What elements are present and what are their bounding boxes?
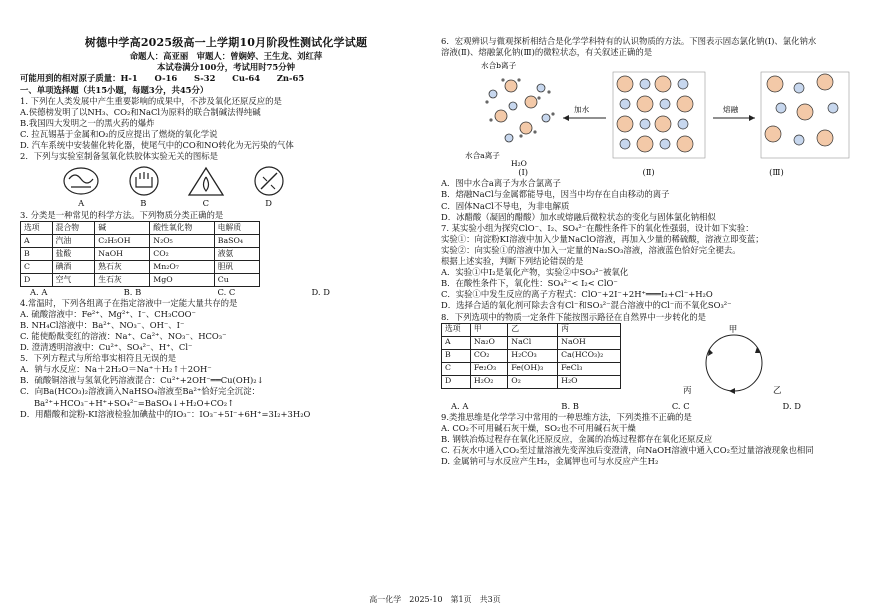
table-cell: C — [21, 260, 53, 273]
label-hydrated-a: 水合a离子 — [465, 151, 500, 161]
cycle-arrow-2 — [729, 388, 735, 394]
q8-option-a: A. A — [451, 400, 469, 411]
table-header: 电解质 — [214, 221, 259, 234]
table-cell: N₂O₅ — [150, 234, 214, 247]
table-cell: NaOH — [95, 247, 150, 260]
table-cell: 熟石灰 — [95, 260, 150, 273]
wash-hands-icon — [124, 165, 164, 197]
table-header: 乙 — [508, 323, 558, 336]
q9-option-c: C. 石灰水中通入CO₂至过量溶液先变浑浊后变澄清，向NaOH溶液中通入CO₂至过量溶液现象也相同 — [441, 444, 814, 455]
table-cell: C₂H₅OH — [95, 234, 150, 247]
table-row — [442, 349, 621, 362]
table-header-row — [442, 323, 621, 336]
hot-surface-icon — [61, 165, 101, 197]
authors-line: 命题人：高亚丽 审题人：曾娴婷、王生龙、刘红萍 — [129, 50, 323, 61]
q1-option-b: B.我国四大发明之一的黑火药的爆炸 — [20, 118, 155, 129]
page-footer: 高一化学 2025-10 第1页 共3页 — [369, 595, 501, 604]
table-cell: Cu — [214, 273, 259, 286]
atomic-masses: 可能用到的相对原子质量：H-1 O-16 S-32 Cu-64 Zn-65 — [20, 72, 305, 83]
q7-intro: 根据上述实验，判断下列结论错误的是 — [441, 256, 584, 267]
table-cell: 盐酸 — [52, 247, 95, 260]
table-cell: CO₂ — [470, 349, 507, 362]
q2-icon-a — [61, 165, 101, 197]
table-cell: CO₂ — [150, 247, 214, 260]
q3-option-b: B. B — [123, 286, 142, 297]
q8-option-c: C. C — [671, 400, 690, 411]
q7-option-c: C．实验①中发生反应的离子方程式：ClO⁻+2I⁻+2H⁺═══I₂+Cl⁻+H₂O — [441, 289, 713, 300]
right-column — [441, 0, 858, 467]
table-header: 丙 — [558, 323, 621, 336]
table-cell: 汽油 — [52, 234, 95, 247]
table-cell: FeCl₃ — [558, 362, 621, 375]
q5-option-a: A．钠与水反应：Na＋2H₂O＝Na⁺＋H₂↑＋2OH⁻ — [20, 364, 212, 375]
q2-label-d: D — [265, 198, 272, 209]
q4-stem: 4.常温时，下列各组离子在指定溶液中一定能大量共存的是 — [20, 297, 238, 308]
q4-option-c: C. 能使酚酞变红的溶液：Na⁺、Ca²⁺、NO₃⁻、HCO₃⁻ — [20, 331, 227, 342]
q8-option-d: D. D — [782, 400, 801, 411]
table-row — [21, 273, 260, 286]
q8-stem: 8．下列选项中的物质一定条件下能按图示路径在自然界中一步转化的是 — [441, 311, 706, 322]
q7-option-b: B．在酸性条件下，氧化性：SO₄²⁻< I₂< ClO⁻ — [441, 278, 618, 289]
q8-body — [441, 323, 858, 401]
q2-label-c: C — [202, 198, 210, 209]
section-heading: 一、单项选择题（共15小题，每题3分，共45分） — [20, 84, 209, 95]
table-cell: B — [21, 247, 53, 260]
q7-experiment-2: 实验②：向实验①的溶液中加入一定量的Na₂SO₃溶液，溶液蓝色恰好完全褪去。 — [441, 244, 741, 255]
q7-option-d: D．选择合适的氧化剂可除去含有Cl⁻和SO₃²⁻混合溶液中的Cl⁻而不氧化SO₃²⁻ — [441, 300, 732, 311]
q5-option-c-equation: Ba²⁺+HCO₃⁻+H⁺+SO₄²⁻=BaSO₄↓+H₂O+CO₂↑ — [34, 397, 235, 408]
label-hydrated-b: 水合b离子 — [481, 61, 517, 71]
q7-stem: 7. 某实验小组为探究ClO⁻、I₂、SO₄²⁻在酸性条件下的氧化性强弱，设计如下实验： — [441, 222, 754, 233]
q3-options — [20, 287, 330, 298]
q3-option-d: D. D — [311, 286, 330, 297]
table-row — [442, 336, 621, 349]
fig-label-i: (Ⅰ) — [518, 167, 529, 178]
q6-option-b: B．熔融NaCl与金属都能导电，因当中均存在自由移动的离子 — [441, 189, 670, 200]
table-cell: B — [442, 349, 471, 362]
q5-option-b: B．硫酸铜溶液与氢氧化钙溶液混合：Cu²⁺+2OH⁻══Cu(OH)₂↓ — [20, 375, 264, 386]
table-cell: H₂O₂ — [470, 375, 507, 388]
table-header: 选项 — [21, 221, 53, 234]
q2-labels — [50, 198, 300, 209]
fig-label-iii: (Ⅲ) — [769, 167, 784, 178]
table-cell: A — [442, 336, 471, 349]
q2-icons — [50, 165, 300, 197]
cycle-node-jia: 甲 — [728, 324, 738, 335]
label-add-water: 加水 — [574, 105, 590, 115]
q1-option-c: C. 拉瓦锡基于金属和O₂的反应提出了燃烧的氧化学说 — [20, 129, 218, 140]
table-header: 碱 — [95, 221, 150, 234]
q8-option-b: B. B — [561, 400, 579, 411]
q6-state-iii — [761, 72, 849, 158]
table-row — [442, 362, 621, 375]
table-cell: 碘酒 — [52, 260, 95, 273]
q6-option-c: C．固体NaCl不导电，为非电解质 — [441, 200, 570, 211]
q5-option-c: C．向Ba(HCO₃)₂溶液滴入NaHSO₄溶液至Ba²⁺恰好完全沉淀： — [20, 386, 260, 397]
table-cell: Mn₂O₇ — [150, 260, 214, 273]
q4-option-b: B. NH₄Cl溶液中：Ba²⁺、NO₃⁻、OH⁻、I⁻ — [20, 319, 185, 330]
fig-label-ii: (Ⅱ) — [642, 167, 655, 178]
table-header: 混合物 — [52, 221, 95, 234]
table-cell: MgO — [150, 273, 214, 286]
table-cell: BaSO₄ — [214, 234, 259, 247]
table-header: 甲 — [470, 323, 507, 336]
table-cell: 空气 — [52, 273, 95, 286]
table-cell: D — [21, 273, 53, 286]
q6-particle-diagram — [441, 58, 858, 170]
q2-label-a: A — [78, 198, 85, 209]
table-cell: H₂CO₃ — [508, 349, 558, 362]
table-row — [21, 247, 260, 260]
cycle-node-bing: 丙 — [683, 385, 692, 396]
flame-warning-icon — [186, 165, 226, 197]
table-cell: C — [442, 362, 471, 375]
q9-option-b: B. 钢铁冶炼过程存在氧化还原反应，金属的冶炼过程都存在氧化还原反应 — [441, 433, 713, 444]
q9-stem: 9.类推思维是化学学习中常用的一种思维方法，下列类推不正确的是 — [441, 411, 692, 422]
q8-options — [441, 401, 801, 412]
table-cell: Ca(HCO₃)₂ — [558, 349, 621, 362]
q1-option-d: D. 汽车系统中安装催化转化器，使尾气中的CO和NO转化为无污染的气体 — [20, 140, 294, 151]
table-cell: 液氨 — [214, 247, 259, 260]
q3-option-c: C. C — [217, 286, 236, 297]
q2-icon-d — [249, 165, 289, 197]
exam-title: 树德中学高2025级高一上学期10月阶段性测试化学试题 — [84, 36, 368, 49]
q2-label-b: B — [140, 198, 147, 209]
q8-table — [441, 323, 621, 389]
q3-stem: 3. 分类是一种常见的科学方法。下列物质分类正确的是 — [20, 209, 224, 220]
q4-option-a: A. 硫酸溶液中：Fe²⁺、Mg²⁺、I⁻、CH₃COO⁻ — [20, 308, 196, 319]
table-cell: A — [21, 234, 53, 247]
q3-option-a: A. A — [30, 286, 48, 297]
q7-option-a: A．实验①中I₂是氧化产物，实验②中SO₃²⁻被氧化 — [441, 267, 629, 278]
table-cell: H₂O — [558, 375, 621, 388]
cycle-ring — [706, 335, 762, 391]
sharp-object-icon — [249, 165, 289, 197]
q3-table — [20, 221, 260, 287]
q5-option-d: D．用醋酸和淀粉-KI溶液检验加碘盐中的IO₃⁻：IO₃⁻+5I⁻+6H⁺=3I₂+3H₂O — [20, 408, 311, 419]
table-cell: Fe₂O₃ — [470, 362, 507, 375]
score-time-line: 本试卷满分100分，考试用时75分钟 — [156, 61, 295, 72]
table-row — [21, 234, 260, 247]
table-cell: NaOH — [558, 336, 621, 349]
label-h2o: H₂O — [511, 159, 527, 169]
arrow-melt-head — [749, 115, 755, 121]
q8-cycle-diagram — [669, 323, 799, 401]
table-cell: 胆矾 — [214, 260, 259, 273]
q6-option-d: D．冰醋酸（凝固的醋酸）加水或熔融后微粒状态的变化与固体氯化钠相似 — [441, 211, 716, 222]
q2-icon-c — [186, 165, 226, 197]
table-row — [442, 375, 621, 388]
table-header: 选项 — [442, 323, 471, 336]
q5-stem: 5．下列方程式与所给事实相符且无误的是 — [20, 353, 177, 364]
q6-stem-line1: 6．宏观辨识与微观探析相结合是化学学科特有的认识物质的方法。下图表示固态氯化钠(Ⅰ)、氯化钠水 — [441, 36, 817, 46]
q2-stem: 2．下列与实验室制备氢氧化铁胶体实验无关的图标是 — [20, 151, 218, 162]
q6-state-i — [485, 79, 554, 143]
q7-experiment-1: 实验①：向淀粉KI溶液中加入少量NaClO溶液，再加入少量的稀硫酸，溶液立即变蓝； — [441, 233, 764, 244]
q6-option-a: A．图中水合a离子为水合氯离子 — [441, 178, 561, 189]
table-cell: D — [442, 375, 471, 388]
q2-icon-b — [124, 165, 164, 197]
table-cell: Fe(OH)₃ — [508, 362, 558, 375]
q1-option-a: A.侯德榜发明了以NH₃、CO₂和NaCl为原料的联合制碱法得纯碱 — [20, 106, 261, 117]
q4-option-d: D. 澄清透明溶液中：Cu²⁺、SO₄²⁻、H⁺、Cl⁻ — [20, 342, 193, 353]
table-cell: NaCl — [508, 336, 558, 349]
left-column — [20, 0, 432, 420]
q1-stem: 1. 下列在人类发展中产生重要影响的成果中，不涉及氧化还原反应的是 — [20, 95, 282, 106]
table-cell: 生石灰 — [95, 273, 150, 286]
arrow-add-water-head — [563, 115, 569, 121]
table-cell: Na₂O — [470, 336, 507, 349]
q9-option-a: A. CO₂不可用碱石灰干燥，SO₂也不可用碱石灰干燥 — [441, 422, 636, 433]
table-cell: O₂ — [508, 375, 558, 388]
q6-state-ii — [613, 72, 705, 158]
cycle-node-yi: 乙 — [773, 385, 782, 396]
table-header: 酸性氧化物 — [150, 221, 214, 234]
table-header-row — [21, 221, 260, 234]
q9-option-d: D. 金属钠可与水反应产生H₂，金属钾也可与水反应产生H₂ — [441, 456, 659, 467]
table-row — [21, 260, 260, 273]
label-melt: 熔融 — [723, 105, 739, 115]
q6-stem-line2: 溶液(Ⅱ)、熔融氯化钠(Ⅲ)的微粒状态，有关叙述正确的是 — [441, 47, 653, 58]
